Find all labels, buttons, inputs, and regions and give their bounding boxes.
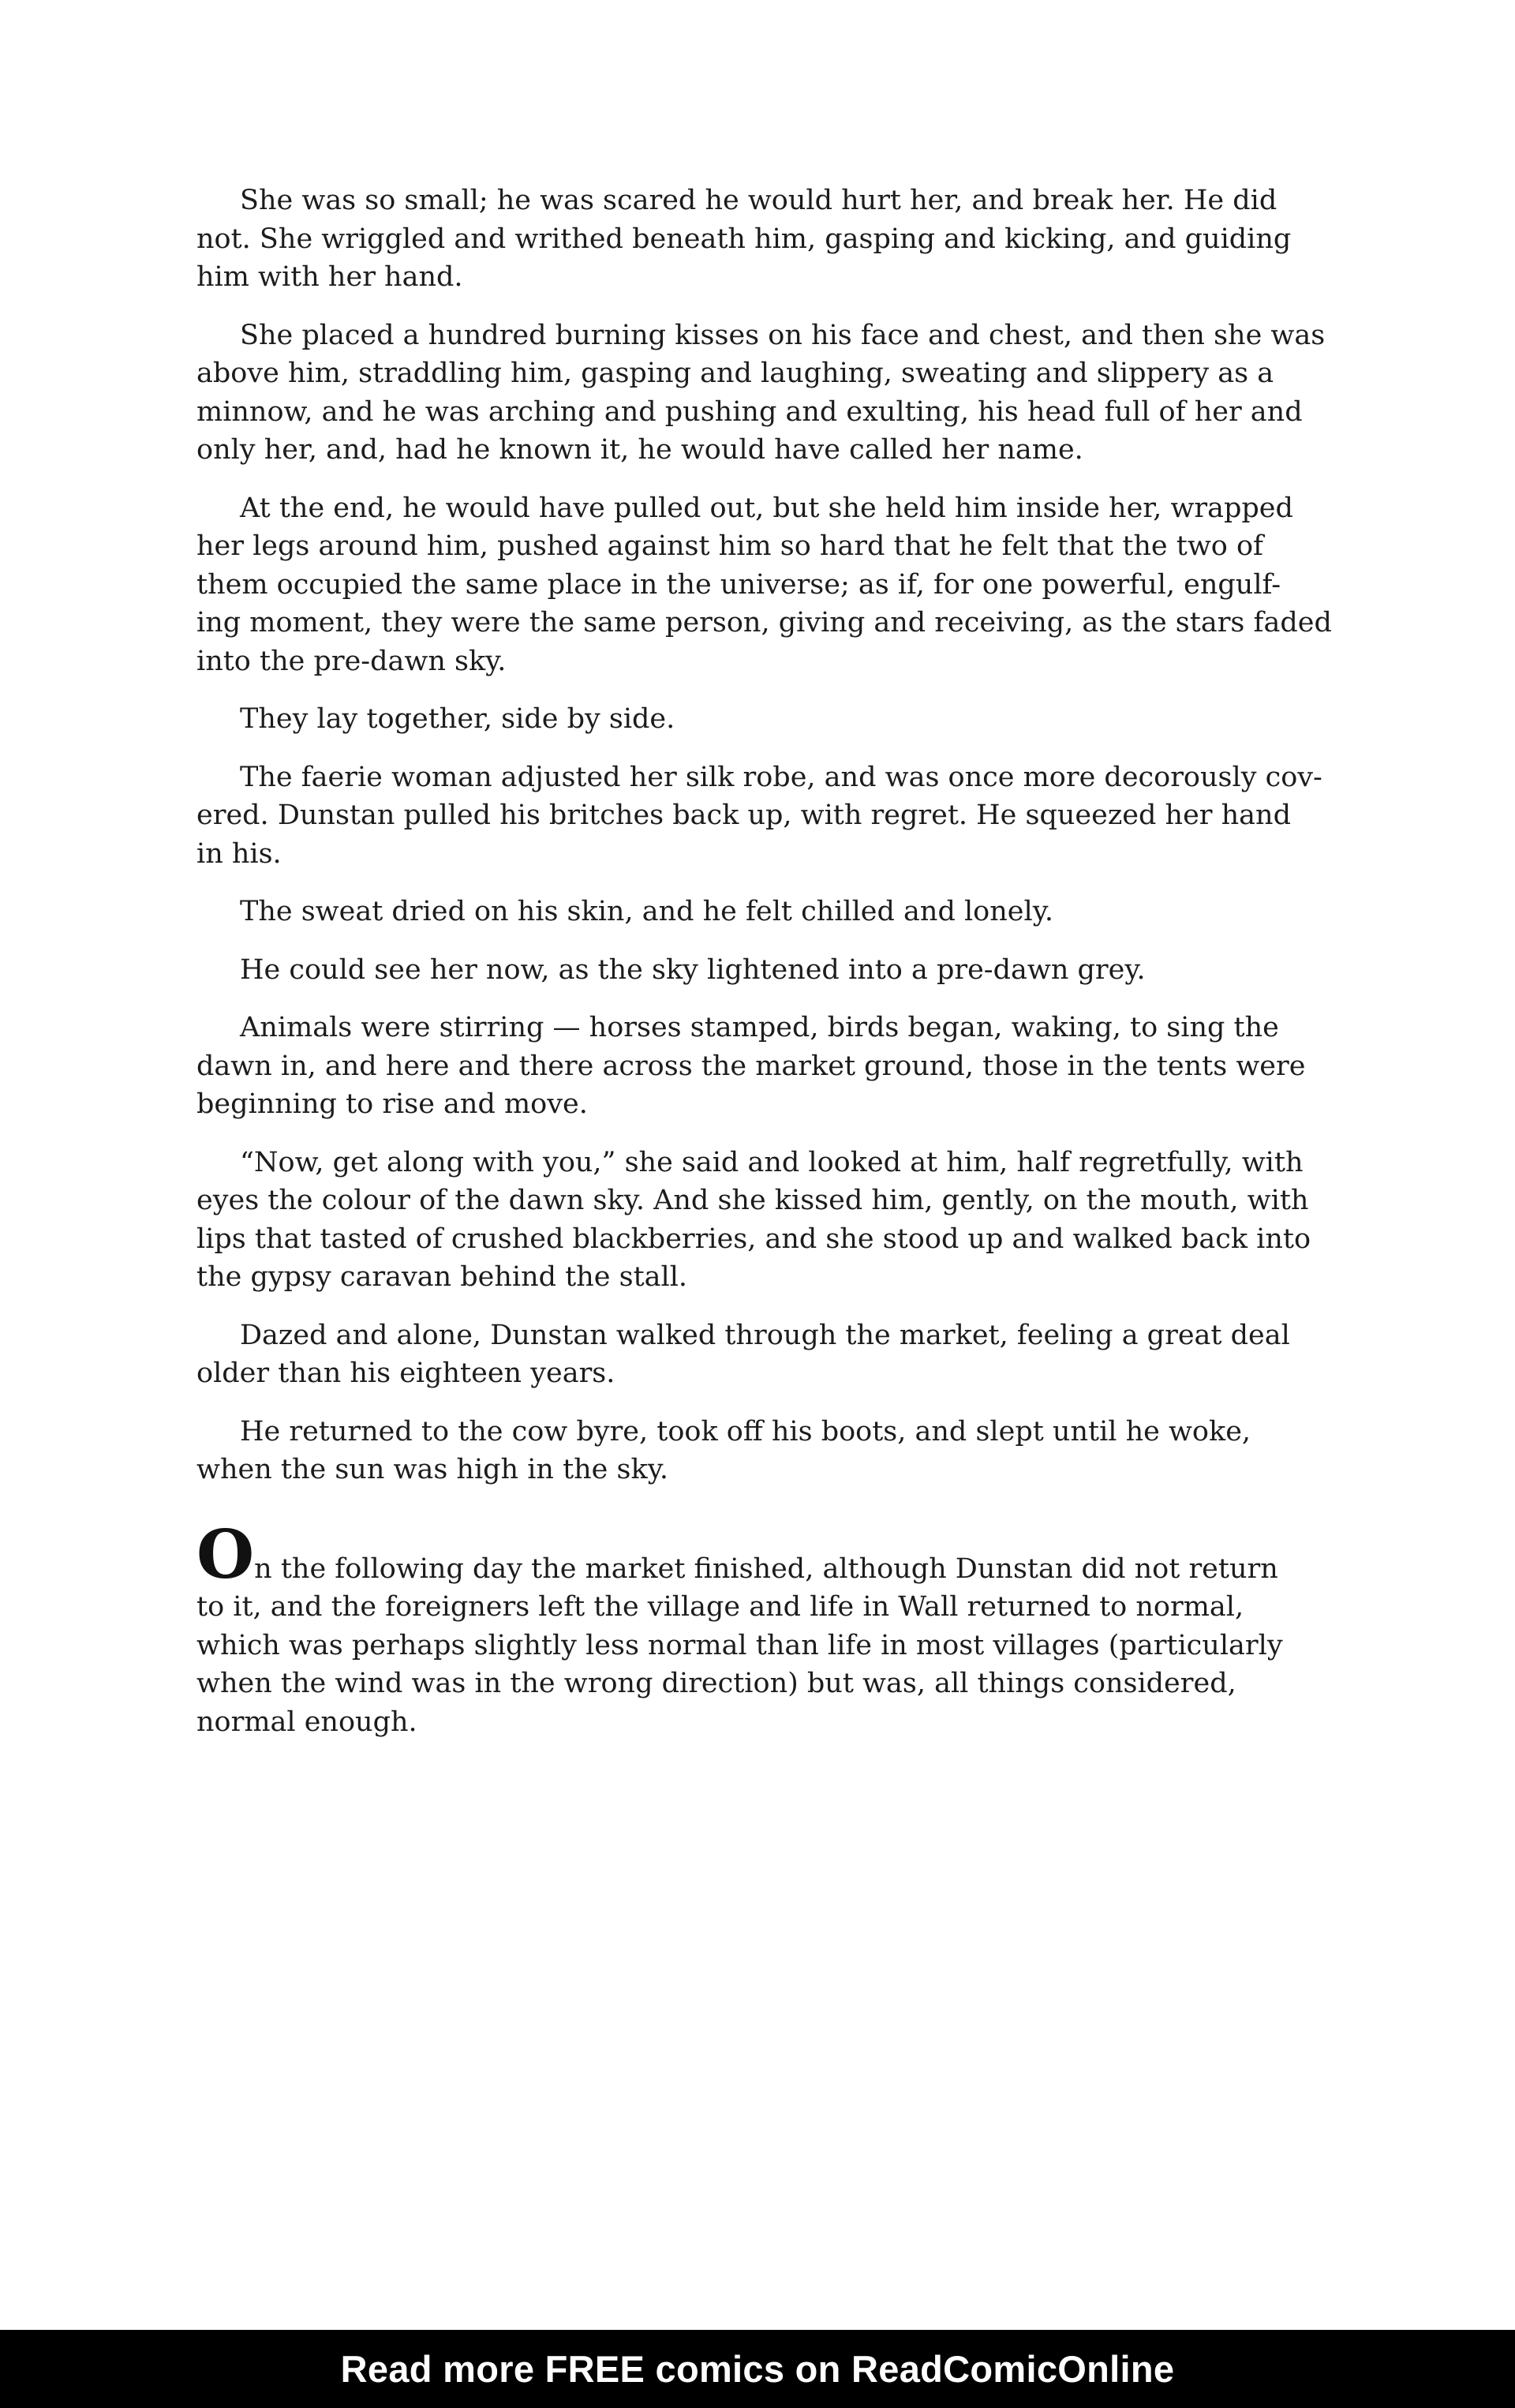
paragraph: He returned to the cow byre, took off his boots, and slept until he woke, when the sun was high in the sky.: [196, 1415, 1251, 1485]
paragraph: They lay together, side by side.: [240, 703, 675, 735]
final-paragraph: [196, 1515, 1333, 1742]
paragraph: Dazed and alone, Dunstan walked through the market, feeling a great deal older than his eighteen years.: [196, 1319, 1290, 1389]
page-text: [196, 182, 1333, 1741]
paragraph: The faerie woman adjusted her silk robe, and was once more decorously cov- ered. Dunstan pulled his britches back up, with regret. He squeezed her hand in his.: [196, 761, 1322, 870]
drop-cap: O: [196, 1515, 255, 1593]
final-paragraph-text: n the following day the market finished, although Dunstan did not return to it, and the foreigners left the village and life in Wall returned to normal, which was perhaps slightly less normal than life in most villages (particularly when the wind was in the wrong direction) but was, all things considered, normal enough.: [196, 1552, 1283, 1738]
paragraph: Animals were stirring — horses stamped, birds began, waking, to sing the dawn in, and here and there across the market ground, those in the tents were beginning to rise and move.: [196, 1012, 1306, 1120]
paragraph: She placed a hundred burning kisses on his face and chest, and then she was above him, straddling him, gasping and laughing, sweating and slippery as a minnow, and he was arching and pushing and exulting, his head full of her and only her, and, had he known it, he would have called her name.: [196, 319, 1326, 466]
paragraph: “Now, get along with you,” she said and looked at him, half regretfully, with eyes the colour of the dawn sky. And she kissed him, gently, on the mouth, with lips that tasted of crushed blackberries, and she stood up and walked back into the gypsy caravan behind the stall.: [196, 1146, 1311, 1293]
paragraph: The sweat dried on his skin, and he felt chilled and lonely.: [240, 896, 1053, 927]
paragraph: She was so small; he was scared he would hurt her, and break her. He did not. She wriggled and writhed beneath him, gasping and kicking, and guiding him with her hand.: [196, 185, 1292, 293]
paragraph: At the end, he would have pulled out, but she held him inside her, wrapped her legs around him, pushed against him so hard that he felt that the two of them occupied the same place in the universe; as if, for one powerful, engulf- ing moment, they were the same person, giving and receiving, as the stars faded into the pre-dawn sky.: [196, 492, 1332, 677]
footer-banner[interactable]: [0, 2330, 1515, 2408]
footer-banner-text[interactable]: Read more FREE comics on ReadComicOnline: [340, 2348, 1175, 2390]
paragraph: He could see her now, as the sky lightened into a pre-dawn grey.: [240, 953, 1146, 986]
section-break: [196, 1509, 1333, 1539]
